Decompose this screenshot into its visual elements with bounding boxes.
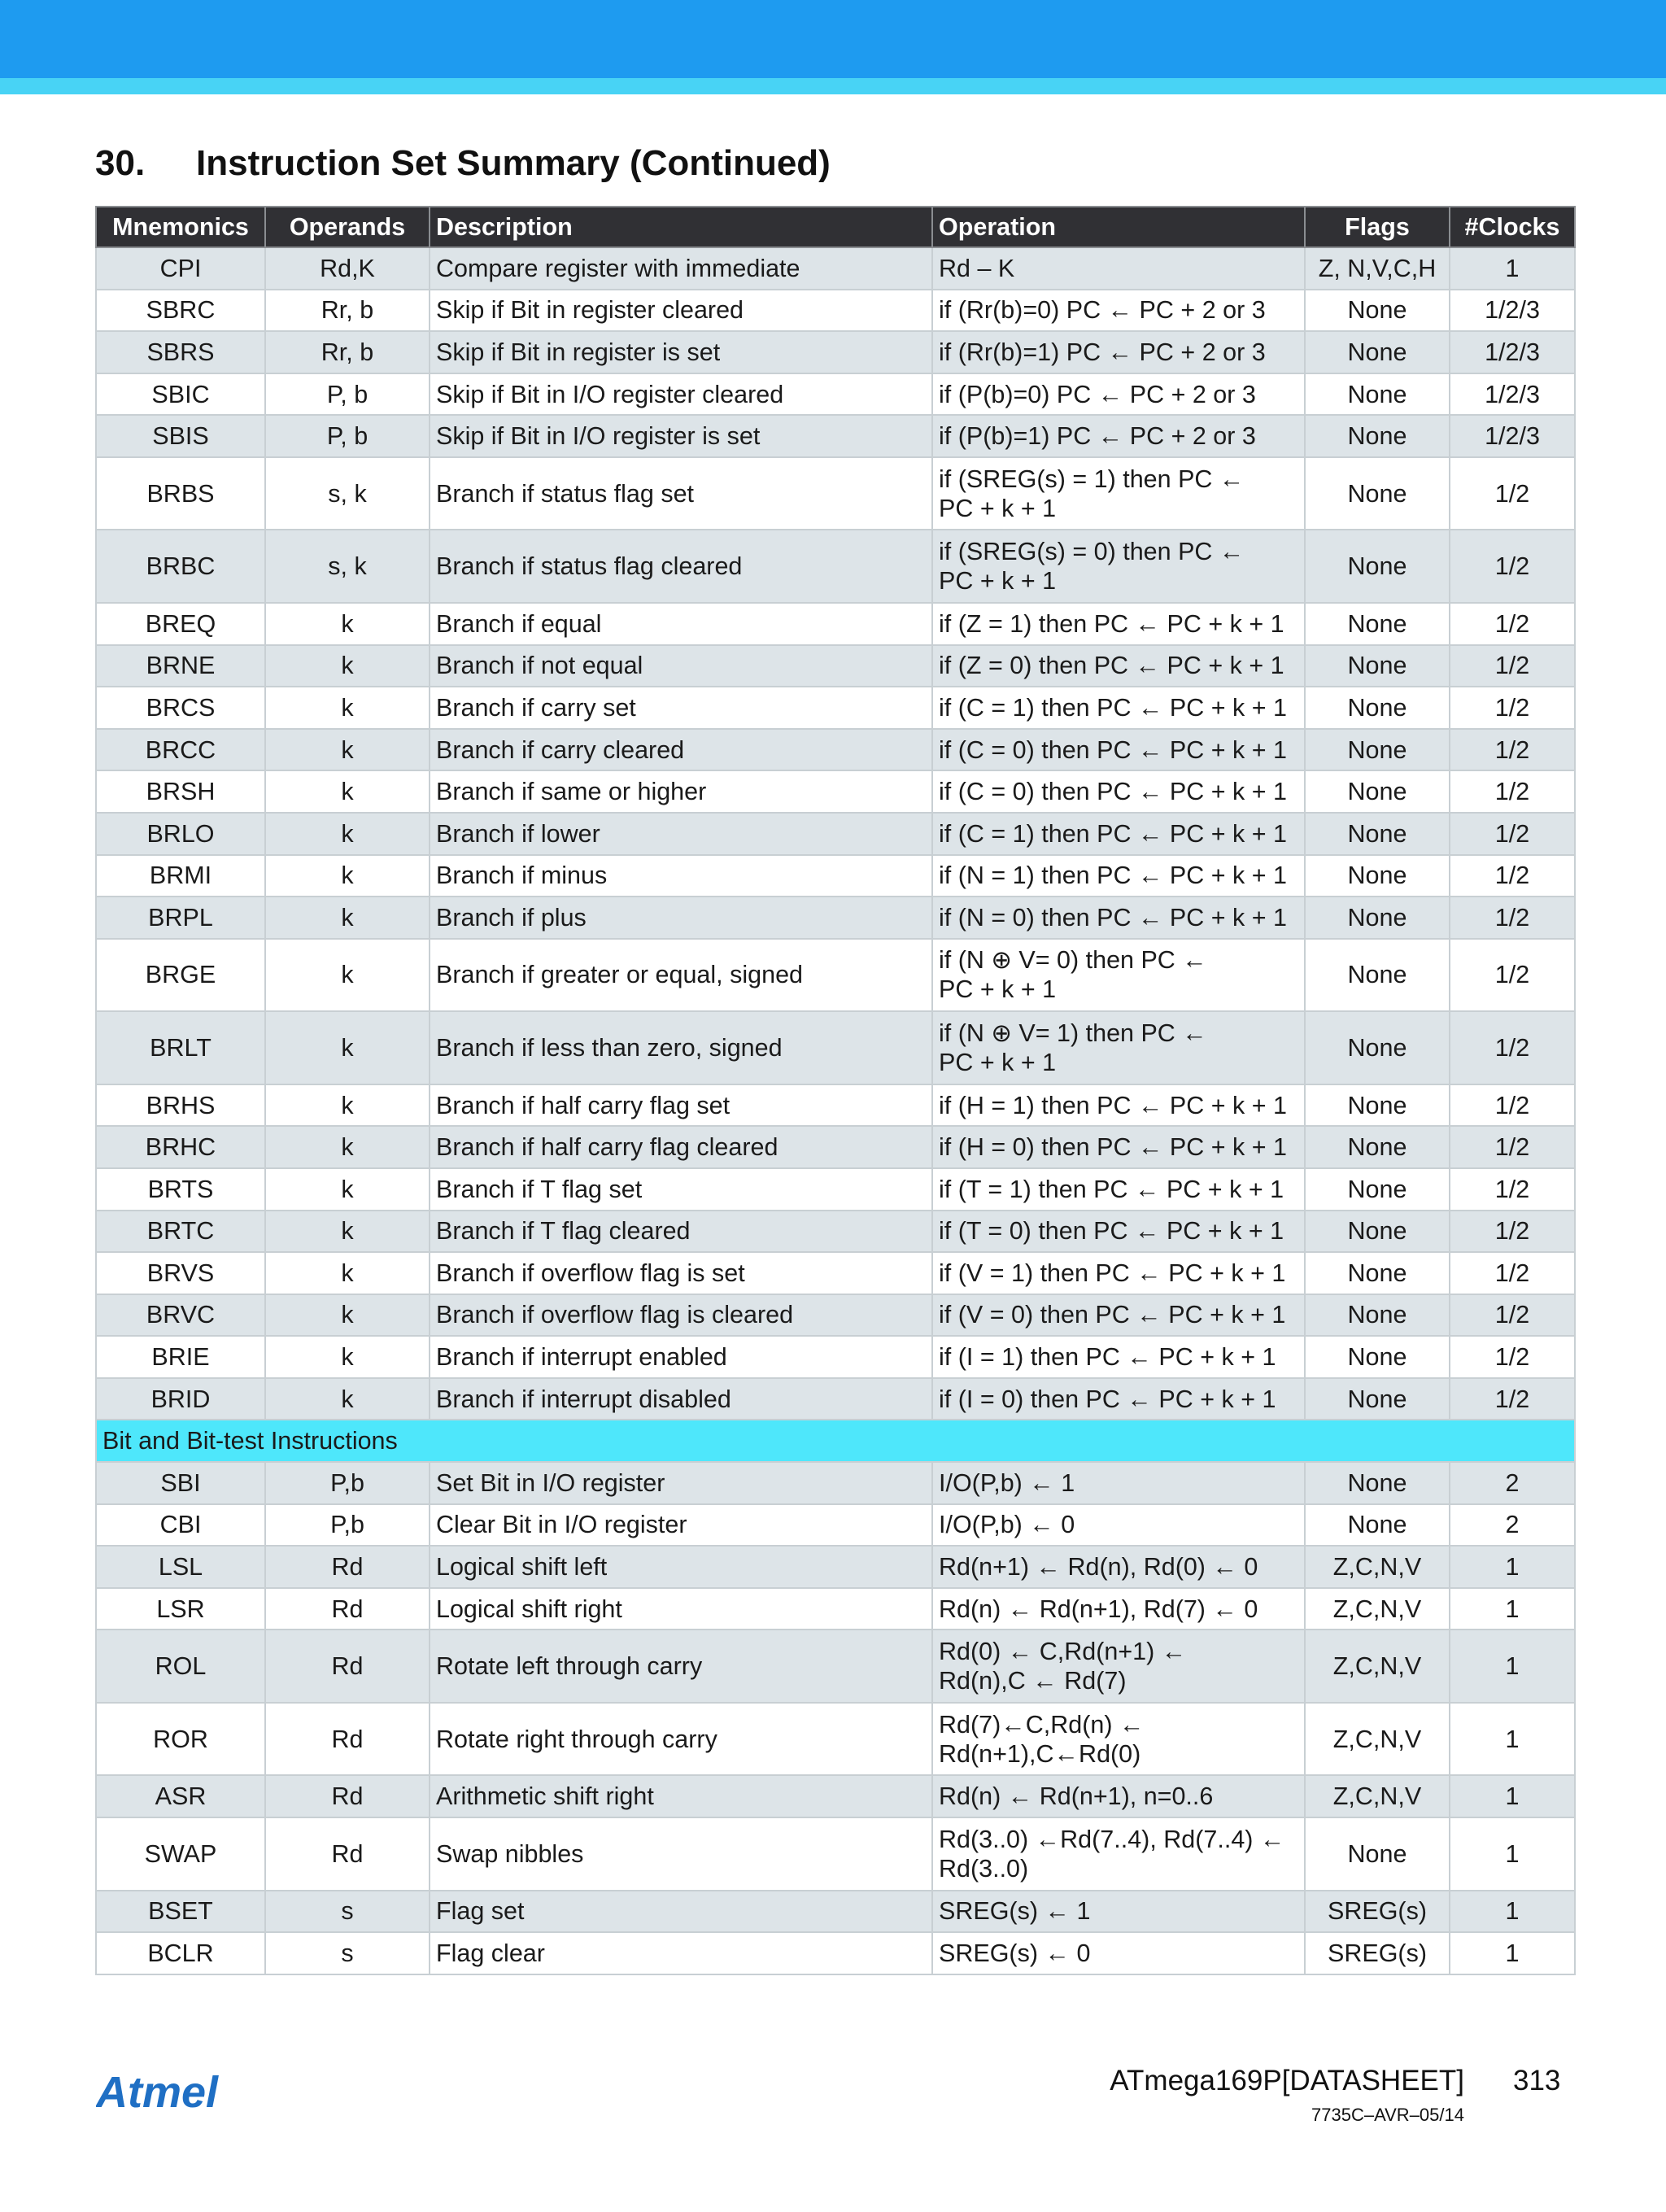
description-cell: Branch if minus bbox=[430, 855, 932, 897]
operation-cell: if (H = 0) then PC ← PC + k + 1 bbox=[932, 1126, 1305, 1168]
flags-cell: None bbox=[1305, 939, 1450, 1012]
clocks-cell: 1/2/3 bbox=[1450, 373, 1575, 416]
operands-cell: k bbox=[265, 1294, 430, 1337]
flags-cell: None bbox=[1305, 855, 1450, 897]
flags-cell: None bbox=[1305, 1378, 1450, 1420]
operation-cell: if (T = 0) then PC ← PC + k + 1 bbox=[932, 1211, 1305, 1253]
description-cell: Branch if lower bbox=[430, 813, 932, 855]
operands-cell: k bbox=[265, 1211, 430, 1253]
table-row bbox=[96, 1932, 1575, 1974]
mnemonic-cell: BCLR bbox=[96, 1932, 265, 1974]
operands-cell: s, k bbox=[265, 457, 430, 530]
description-cell: Flag clear bbox=[430, 1932, 932, 1974]
operands-cell: k bbox=[265, 603, 430, 645]
clocks-cell: 1/2/3 bbox=[1450, 331, 1575, 373]
table-row bbox=[96, 415, 1575, 457]
description-cell: Set Bit in I/O register bbox=[430, 1462, 932, 1504]
flags-cell: None bbox=[1305, 603, 1450, 645]
operands-cell: Rd bbox=[265, 1817, 430, 1891]
table-row bbox=[96, 813, 1575, 855]
operands-cell: Rd bbox=[265, 1546, 430, 1588]
footer-page-number: 313 bbox=[1513, 2065, 1561, 2096]
operation-cell: if (Rr(b)=0) PC ← PC + 2 or 3 bbox=[932, 290, 1305, 332]
mnemonic-cell: ROR bbox=[96, 1703, 265, 1776]
operation-cell: if (N ⊕ V= 0) then PC ← PC + k + 1 bbox=[932, 939, 1305, 1012]
table-row bbox=[96, 1891, 1575, 1933]
flags-cell: Z,C,N,V bbox=[1305, 1630, 1450, 1703]
clocks-cell: 1 bbox=[1450, 1630, 1575, 1703]
table-row bbox=[96, 855, 1575, 897]
flags-cell: None bbox=[1305, 1084, 1450, 1127]
table-row bbox=[96, 1252, 1575, 1294]
table-row bbox=[96, 1630, 1575, 1703]
operation-cell: Rd(n+1) ← Rd(n), Rd(0) ← 0 bbox=[932, 1546, 1305, 1588]
flags-cell: None bbox=[1305, 373, 1450, 416]
table-row bbox=[96, 1011, 1575, 1084]
clocks-cell: 1/2 bbox=[1450, 1336, 1575, 1378]
operands-cell: k bbox=[265, 1084, 430, 1127]
mnemonic-cell: BRMI bbox=[96, 855, 265, 897]
description-cell: Skip if Bit in register cleared bbox=[430, 290, 932, 332]
mnemonic-cell: BSET bbox=[96, 1891, 265, 1933]
operands-cell: k bbox=[265, 939, 430, 1012]
description-cell: Branch if interrupt enabled bbox=[430, 1336, 932, 1378]
table-row bbox=[96, 729, 1575, 771]
operation-cell: if (T = 1) then PC ← PC + k + 1 bbox=[932, 1168, 1305, 1211]
table-row bbox=[96, 457, 1575, 530]
mnemonic-cell: BRVC bbox=[96, 1294, 265, 1337]
flags-cell: None bbox=[1305, 897, 1450, 939]
description-cell: Branch if plus bbox=[430, 897, 932, 939]
table-row bbox=[96, 1817, 1575, 1891]
atmel-logo bbox=[96, 2066, 242, 2117]
mnemonic-cell: BRSH bbox=[96, 770, 265, 813]
logo-text: Atmel bbox=[96, 2068, 219, 2117]
mnemonic-cell: ASR bbox=[96, 1775, 265, 1817]
table-row bbox=[96, 1126, 1575, 1168]
section-row bbox=[96, 1420, 1575, 1462]
table-body bbox=[96, 247, 1575, 1974]
mnemonic-cell: BRCC bbox=[96, 729, 265, 771]
footer-doc-code: 7735C–AVR–05/14 bbox=[1311, 2105, 1464, 2125]
operands-cell: k bbox=[265, 729, 430, 771]
table-row bbox=[96, 939, 1575, 1012]
operands-cell: Rd bbox=[265, 1703, 430, 1776]
operands-cell: k bbox=[265, 687, 430, 729]
operands-cell: Rd bbox=[265, 1630, 430, 1703]
clocks-cell: 1/2 bbox=[1450, 770, 1575, 813]
table-row bbox=[96, 603, 1575, 645]
table-row bbox=[96, 290, 1575, 332]
operation-cell: Rd(n) ← Rd(n+1), n=0..6 bbox=[932, 1775, 1305, 1817]
mnemonic-cell: BRIE bbox=[96, 1336, 265, 1378]
table-row bbox=[96, 770, 1575, 813]
mnemonic-cell: SBI bbox=[96, 1462, 265, 1504]
operands-cell: k bbox=[265, 1336, 430, 1378]
operands-cell: k bbox=[265, 645, 430, 687]
clocks-cell: 1 bbox=[1450, 247, 1575, 290]
clocks-cell: 1 bbox=[1450, 1546, 1575, 1588]
operands-cell: Rd bbox=[265, 1588, 430, 1630]
mnemonic-cell: BREQ bbox=[96, 603, 265, 645]
flags-cell: None bbox=[1305, 770, 1450, 813]
operation-cell: if (Z = 1) then PC ← PC + k + 1 bbox=[932, 603, 1305, 645]
section-number: 30. bbox=[95, 143, 146, 183]
mnemonic-cell: ROL bbox=[96, 1630, 265, 1703]
operation-cell: if (P(b)=1) PC ← PC + 2 or 3 bbox=[932, 415, 1305, 457]
mnemonic-cell: BRTS bbox=[96, 1168, 265, 1211]
mnemonic-cell: BRBS bbox=[96, 457, 265, 530]
description-cell: Branch if not equal bbox=[430, 645, 932, 687]
operation-cell: if (P(b)=0) PC ← PC + 2 or 3 bbox=[932, 373, 1305, 416]
operation-cell: I/O(P,b) ← 0 bbox=[932, 1504, 1305, 1547]
description-cell: Branch if T flag cleared bbox=[430, 1211, 932, 1253]
table-row bbox=[96, 687, 1575, 729]
clocks-cell: 1/2 bbox=[1450, 1294, 1575, 1337]
flags-cell: None bbox=[1305, 331, 1450, 373]
flags-cell: None bbox=[1305, 415, 1450, 457]
operands-cell: Rd bbox=[265, 1775, 430, 1817]
flags-cell: None bbox=[1305, 530, 1450, 603]
operation-cell: if (H = 1) then PC ← PC + k + 1 bbox=[932, 1084, 1305, 1127]
operation-cell: if (N ⊕ V= 1) then PC ← PC + k + 1 bbox=[932, 1011, 1305, 1084]
operands-cell: k bbox=[265, 855, 430, 897]
table-row bbox=[96, 1211, 1575, 1253]
description-cell: Branch if same or higher bbox=[430, 770, 932, 813]
top-banner-stripe bbox=[0, 78, 1666, 94]
flags-cell: None bbox=[1305, 645, 1450, 687]
instruction-table bbox=[95, 206, 1576, 1975]
clocks-cell: 1/2 bbox=[1450, 813, 1575, 855]
operands-cell: Rd,K bbox=[265, 247, 430, 290]
mnemonic-cell: BRHC bbox=[96, 1126, 265, 1168]
flags-cell: SREG(s) bbox=[1305, 1891, 1450, 1933]
clocks-cell: 1/2 bbox=[1450, 603, 1575, 645]
mnemonic-cell: BRLO bbox=[96, 813, 265, 855]
operation-cell: if (SREG(s) = 0) then PC ← PC + k + 1 bbox=[932, 530, 1305, 603]
operands-cell: k bbox=[265, 813, 430, 855]
operands-cell: P,b bbox=[265, 1462, 430, 1504]
operands-cell: k bbox=[265, 770, 430, 813]
clocks-cell: 1/2 bbox=[1450, 457, 1575, 530]
table-row bbox=[96, 373, 1575, 416]
mnemonic-cell: BRNE bbox=[96, 645, 265, 687]
operation-cell: if (V = 1) then PC ← PC + k + 1 bbox=[932, 1252, 1305, 1294]
flags-cell: Z,C,N,V bbox=[1305, 1546, 1450, 1588]
page-title bbox=[95, 143, 831, 184]
mnemonic-cell: CBI bbox=[96, 1504, 265, 1547]
clocks-cell: 1/2 bbox=[1450, 855, 1575, 897]
flags-cell: None bbox=[1305, 1817, 1450, 1891]
operation-cell: Rd(3..0) ←Rd(7..4), Rd(7..4) ← Rd(3..0) bbox=[932, 1817, 1305, 1891]
operation-cell: Rd(0) ← C,Rd(n+1) ← Rd(n),C ← Rd(7) bbox=[932, 1630, 1305, 1703]
clocks-cell: 1/2 bbox=[1450, 939, 1575, 1012]
table-row bbox=[96, 1462, 1575, 1504]
operation-cell: Rd – K bbox=[932, 247, 1305, 290]
operation-cell: if (C = 1) then PC ← PC + k + 1 bbox=[932, 687, 1305, 729]
flags-cell: None bbox=[1305, 729, 1450, 771]
description-cell: Skip if Bit in I/O register is set bbox=[430, 415, 932, 457]
flags-cell: None bbox=[1305, 1462, 1450, 1504]
clocks-cell: 1 bbox=[1450, 1891, 1575, 1933]
mnemonic-cell: SBIS bbox=[96, 415, 265, 457]
table-row bbox=[96, 331, 1575, 373]
flags-cell: None bbox=[1305, 1211, 1450, 1253]
operands-cell: k bbox=[265, 1378, 430, 1420]
operation-cell: if (Rr(b)=1) PC ← PC + 2 or 3 bbox=[932, 331, 1305, 373]
mnemonic-cell: BRPL bbox=[96, 897, 265, 939]
operation-cell: if (N = 0) then PC ← PC + k + 1 bbox=[932, 897, 1305, 939]
column-header-mnemonics: Mnemonics bbox=[96, 207, 265, 247]
clocks-cell: 1/2 bbox=[1450, 897, 1575, 939]
clocks-cell: 1/2 bbox=[1450, 1168, 1575, 1211]
description-cell: Rotate left through carry bbox=[430, 1630, 932, 1703]
flags-cell: None bbox=[1305, 1252, 1450, 1294]
operands-cell: Rr, b bbox=[265, 331, 430, 373]
operation-cell: if (C = 0) then PC ← PC + k + 1 bbox=[932, 729, 1305, 771]
flags-cell: None bbox=[1305, 290, 1450, 332]
description-cell: Compare register with immediate bbox=[430, 247, 932, 290]
section-title: Instruction Set Summary (Continued) bbox=[196, 143, 831, 183]
operation-cell: if (N = 1) then PC ← PC + k + 1 bbox=[932, 855, 1305, 897]
table-row bbox=[96, 1336, 1575, 1378]
description-cell: Branch if half carry flag set bbox=[430, 1084, 932, 1127]
operands-cell: s bbox=[265, 1891, 430, 1933]
description-cell: Branch if less than zero, signed bbox=[430, 1011, 932, 1084]
clocks-cell: 1/2 bbox=[1450, 1211, 1575, 1253]
operands-cell: s bbox=[265, 1932, 430, 1974]
description-cell: Branch if overflow flag is cleared bbox=[430, 1294, 932, 1337]
column-header-description: Description bbox=[430, 207, 932, 247]
operands-cell: P,b bbox=[265, 1504, 430, 1547]
flags-cell: SREG(s) bbox=[1305, 1932, 1450, 1974]
operation-cell: SREG(s) ← 0 bbox=[932, 1932, 1305, 1974]
mnemonic-cell: SBRC bbox=[96, 290, 265, 332]
operation-cell: if (SREG(s) = 1) then PC ← PC + k + 1 bbox=[932, 457, 1305, 530]
description-cell: Branch if T flag set bbox=[430, 1168, 932, 1211]
operation-cell: Rd(7)←C,Rd(n) ← Rd(n+1),C←Rd(0) bbox=[932, 1703, 1305, 1776]
description-cell: Branch if status flag cleared bbox=[430, 530, 932, 603]
column-header-operation: Operation bbox=[932, 207, 1305, 247]
mnemonic-cell: SBRS bbox=[96, 331, 265, 373]
clocks-cell: 1/2 bbox=[1450, 1378, 1575, 1420]
table-row bbox=[96, 530, 1575, 603]
description-cell: Branch if carry set bbox=[430, 687, 932, 729]
operation-cell: if (Z = 0) then PC ← PC + k + 1 bbox=[932, 645, 1305, 687]
table-row bbox=[96, 1775, 1575, 1817]
operation-cell: if (I = 1) then PC ← PC + k + 1 bbox=[932, 1336, 1305, 1378]
clocks-cell: 1/2/3 bbox=[1450, 290, 1575, 332]
flags-cell: None bbox=[1305, 1336, 1450, 1378]
flags-cell: None bbox=[1305, 687, 1450, 729]
operands-cell: P, b bbox=[265, 415, 430, 457]
table-row bbox=[96, 1588, 1575, 1630]
clocks-cell: 1/2 bbox=[1450, 1011, 1575, 1084]
clocks-cell: 2 bbox=[1450, 1504, 1575, 1547]
table-row bbox=[96, 1546, 1575, 1588]
description-cell: Branch if greater or equal, signed bbox=[430, 939, 932, 1012]
flags-cell: None bbox=[1305, 1294, 1450, 1337]
operation-cell: if (I = 0) then PC ← PC + k + 1 bbox=[932, 1378, 1305, 1420]
description-cell: Clear Bit in I/O register bbox=[430, 1504, 932, 1547]
mnemonic-cell: BRID bbox=[96, 1378, 265, 1420]
footer-doc-title: ATmega169P[DATASHEET] bbox=[1110, 2065, 1464, 2096]
operation-cell: if (C = 0) then PC ← PC + k + 1 bbox=[932, 770, 1305, 813]
table-row bbox=[96, 247, 1575, 290]
clocks-cell: 1/2 bbox=[1450, 1126, 1575, 1168]
clocks-cell: 1/2 bbox=[1450, 530, 1575, 603]
table-row bbox=[96, 1294, 1575, 1337]
description-cell: Branch if status flag set bbox=[430, 457, 932, 530]
mnemonic-cell: BRBC bbox=[96, 530, 265, 603]
description-cell: Branch if carry cleared bbox=[430, 729, 932, 771]
operation-cell: if (C = 1) then PC ← PC + k + 1 bbox=[932, 813, 1305, 855]
table-row bbox=[96, 897, 1575, 939]
operands-cell: s, k bbox=[265, 530, 430, 603]
description-cell: Logical shift left bbox=[430, 1546, 932, 1588]
table-row bbox=[96, 1084, 1575, 1127]
description-cell: Skip if Bit in I/O register cleared bbox=[430, 373, 932, 416]
description-cell: Rotate right through carry bbox=[430, 1703, 932, 1776]
flags-cell: None bbox=[1305, 1168, 1450, 1211]
column-header-flags: Flags bbox=[1305, 207, 1450, 247]
mnemonic-cell: SBIC bbox=[96, 373, 265, 416]
clocks-cell: 1/2 bbox=[1450, 687, 1575, 729]
clocks-cell: 1 bbox=[1450, 1932, 1575, 1974]
clocks-cell: 1/2 bbox=[1450, 645, 1575, 687]
description-cell: Branch if equal bbox=[430, 603, 932, 645]
clocks-cell: 2 bbox=[1450, 1462, 1575, 1504]
flags-cell: None bbox=[1305, 813, 1450, 855]
mnemonic-cell: BRHS bbox=[96, 1084, 265, 1127]
flags-cell: Z,C,N,V bbox=[1305, 1588, 1450, 1630]
mnemonic-cell: SWAP bbox=[96, 1817, 265, 1891]
flags-cell: None bbox=[1305, 457, 1450, 530]
mnemonic-cell: BRTC bbox=[96, 1211, 265, 1253]
flags-cell: Z, N,V,C,H bbox=[1305, 247, 1450, 290]
table-row bbox=[96, 645, 1575, 687]
table-row bbox=[96, 1504, 1575, 1547]
top-banner bbox=[0, 0, 1666, 78]
description-cell: Branch if overflow flag is set bbox=[430, 1252, 932, 1294]
clocks-cell: 1 bbox=[1450, 1703, 1575, 1776]
flags-cell: None bbox=[1305, 1504, 1450, 1547]
table-row bbox=[96, 1168, 1575, 1211]
clocks-cell: 1/2 bbox=[1450, 729, 1575, 771]
table-row bbox=[96, 1378, 1575, 1420]
operation-cell: SREG(s) ← 1 bbox=[932, 1891, 1305, 1933]
description-cell: Logical shift right bbox=[430, 1588, 932, 1630]
operands-cell: k bbox=[265, 1252, 430, 1294]
table-row bbox=[96, 1703, 1575, 1776]
mnemonic-cell: LSR bbox=[96, 1588, 265, 1630]
operation-cell: I/O(P,b) ← 1 bbox=[932, 1462, 1305, 1504]
description-cell: Branch if half carry flag cleared bbox=[430, 1126, 932, 1168]
operation-cell: Rd(n) ← Rd(n+1), Rd(7) ← 0 bbox=[932, 1588, 1305, 1630]
operands-cell: Rr, b bbox=[265, 290, 430, 332]
mnemonic-cell: BRCS bbox=[96, 687, 265, 729]
clocks-cell: 1 bbox=[1450, 1817, 1575, 1891]
flags-cell: Z,C,N,V bbox=[1305, 1703, 1450, 1776]
operands-cell: k bbox=[265, 1011, 430, 1084]
operation-cell: if (V = 0) then PC ← PC + k + 1 bbox=[932, 1294, 1305, 1337]
clocks-cell: 1/2/3 bbox=[1450, 415, 1575, 457]
operands-cell: k bbox=[265, 1126, 430, 1168]
flags-cell: Z,C,N,V bbox=[1305, 1775, 1450, 1817]
column-header-clocks: #Clocks bbox=[1450, 207, 1575, 247]
clocks-cell: 1 bbox=[1450, 1588, 1575, 1630]
operands-cell: k bbox=[265, 1168, 430, 1211]
mnemonic-cell: BRVS bbox=[96, 1252, 265, 1294]
mnemonic-cell: BRLT bbox=[96, 1011, 265, 1084]
table-header-row bbox=[96, 207, 1575, 247]
description-cell: Swap nibbles bbox=[430, 1817, 932, 1891]
flags-cell: None bbox=[1305, 1011, 1450, 1084]
clocks-cell: 1/2 bbox=[1450, 1252, 1575, 1294]
section-label: Bit and Bit-test Instructions bbox=[96, 1420, 1575, 1462]
mnemonic-cell: BRGE bbox=[96, 939, 265, 1012]
description-cell: Flag set bbox=[430, 1891, 932, 1933]
operands-cell: k bbox=[265, 897, 430, 939]
mnemonic-cell: CPI bbox=[96, 247, 265, 290]
flags-cell: None bbox=[1305, 1126, 1450, 1168]
description-cell: Skip if Bit in register is set bbox=[430, 331, 932, 373]
operands-cell: P, b bbox=[265, 373, 430, 416]
column-header-operands: Operands bbox=[265, 207, 430, 247]
mnemonic-cell: LSL bbox=[96, 1546, 265, 1588]
clocks-cell: 1 bbox=[1450, 1775, 1575, 1817]
description-cell: Branch if interrupt disabled bbox=[430, 1378, 932, 1420]
description-cell: Arithmetic shift right bbox=[430, 1775, 932, 1817]
clocks-cell: 1/2 bbox=[1450, 1084, 1575, 1127]
